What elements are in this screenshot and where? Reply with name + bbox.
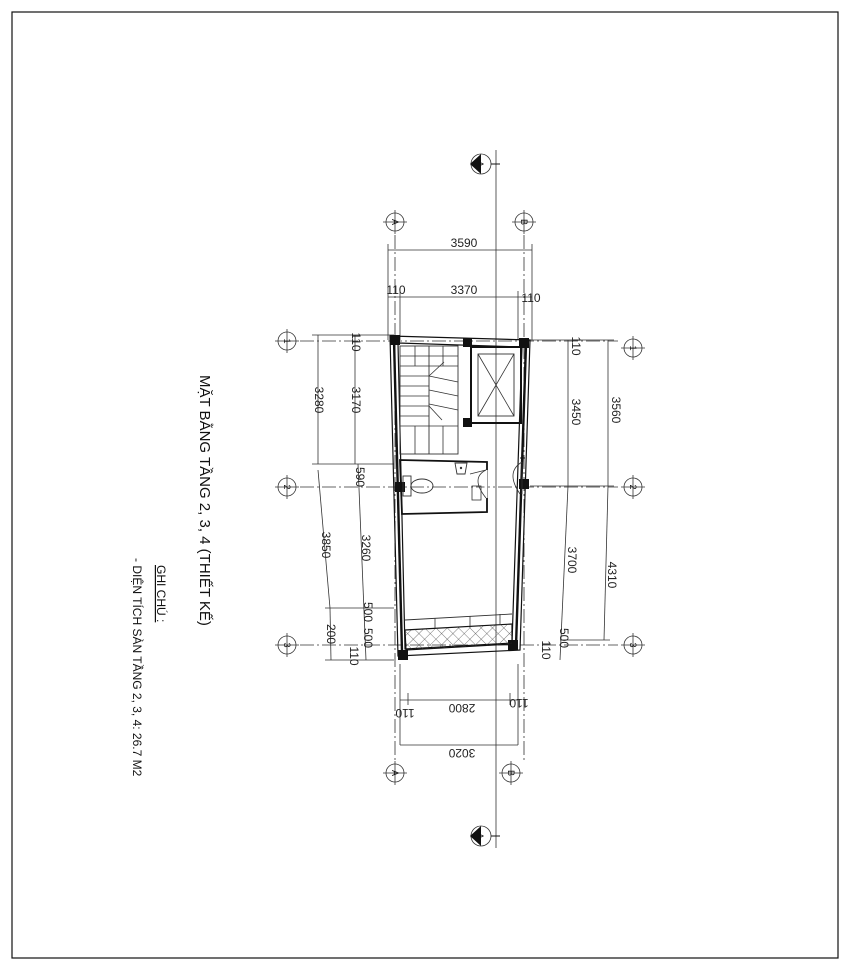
dim-left-bay-3: 500: [361, 601, 375, 623]
dim-top-wall-left: 110: [386, 283, 406, 297]
dim-left-overall-3: 200: [324, 623, 338, 645]
dim-bottom-total: 3020: [448, 746, 476, 760]
section-label-top: A: [475, 160, 485, 168]
grid-label-b-top: B: [519, 218, 529, 226]
dim-bottom-wall-left: 110: [395, 706, 415, 720]
dim-right-bay-1: 3450: [569, 398, 583, 426]
dim-right-wall-top: 110: [569, 336, 583, 356]
dim-left-bay-4: 500: [361, 627, 375, 649]
dim-left-bay-2: 3260: [359, 534, 373, 562]
dim-left-overall-1: 3280: [312, 386, 326, 414]
note-heading: GHI CHÚ :: [154, 565, 168, 623]
grid-label-a-top: A: [390, 218, 400, 226]
grid-label-2-right: 2: [628, 484, 638, 490]
note-text: - DIỆN TÍCH SÀN TẦNG 2, 3, 4: 26.7 M2: [130, 558, 144, 777]
grid-label-1-left: 1: [282, 338, 292, 344]
dim-right-wall-bottom: 110: [539, 640, 553, 660]
grid-label-3-left: 3: [282, 642, 292, 648]
grid-label-3-right: 3: [628, 642, 638, 648]
dim-right-bay-2: 3700: [565, 546, 579, 574]
dim-right-bay-3: 500: [557, 627, 571, 649]
grid-label-a-bottom: A: [390, 769, 400, 777]
grid-label-2-left: 2: [282, 484, 292, 490]
dim-left-overall-2: 3850: [319, 531, 333, 559]
section-label-bottom: A: [475, 832, 485, 840]
dim-bottom-inner: 2800: [448, 701, 476, 715]
grid-label-1-right: 1: [628, 345, 638, 351]
sheet-border: [12, 12, 838, 958]
dim-right-overall-1: 3560: [609, 396, 623, 424]
drawing-title: MẶT BẰNG TẦNG 2, 3, 4 (THIẾT KẾ): [196, 375, 213, 626]
dim-top-wall-right: 110: [521, 291, 541, 305]
dim-left-wall-top: 110: [349, 332, 363, 352]
dim-top-inner: 3370: [450, 283, 478, 297]
dim-left-bay-1: 3170: [349, 386, 363, 414]
dim-top-total: 3590: [450, 236, 478, 250]
dim-right-overall-2: 4310: [605, 561, 619, 589]
dim-left-wall-bottom: 110: [347, 646, 361, 666]
dim-left-bay-gap: 590: [353, 466, 367, 488]
dim-bottom-wall-right: 110: [509, 696, 529, 710]
grid-label-b-bottom: B: [506, 769, 516, 777]
